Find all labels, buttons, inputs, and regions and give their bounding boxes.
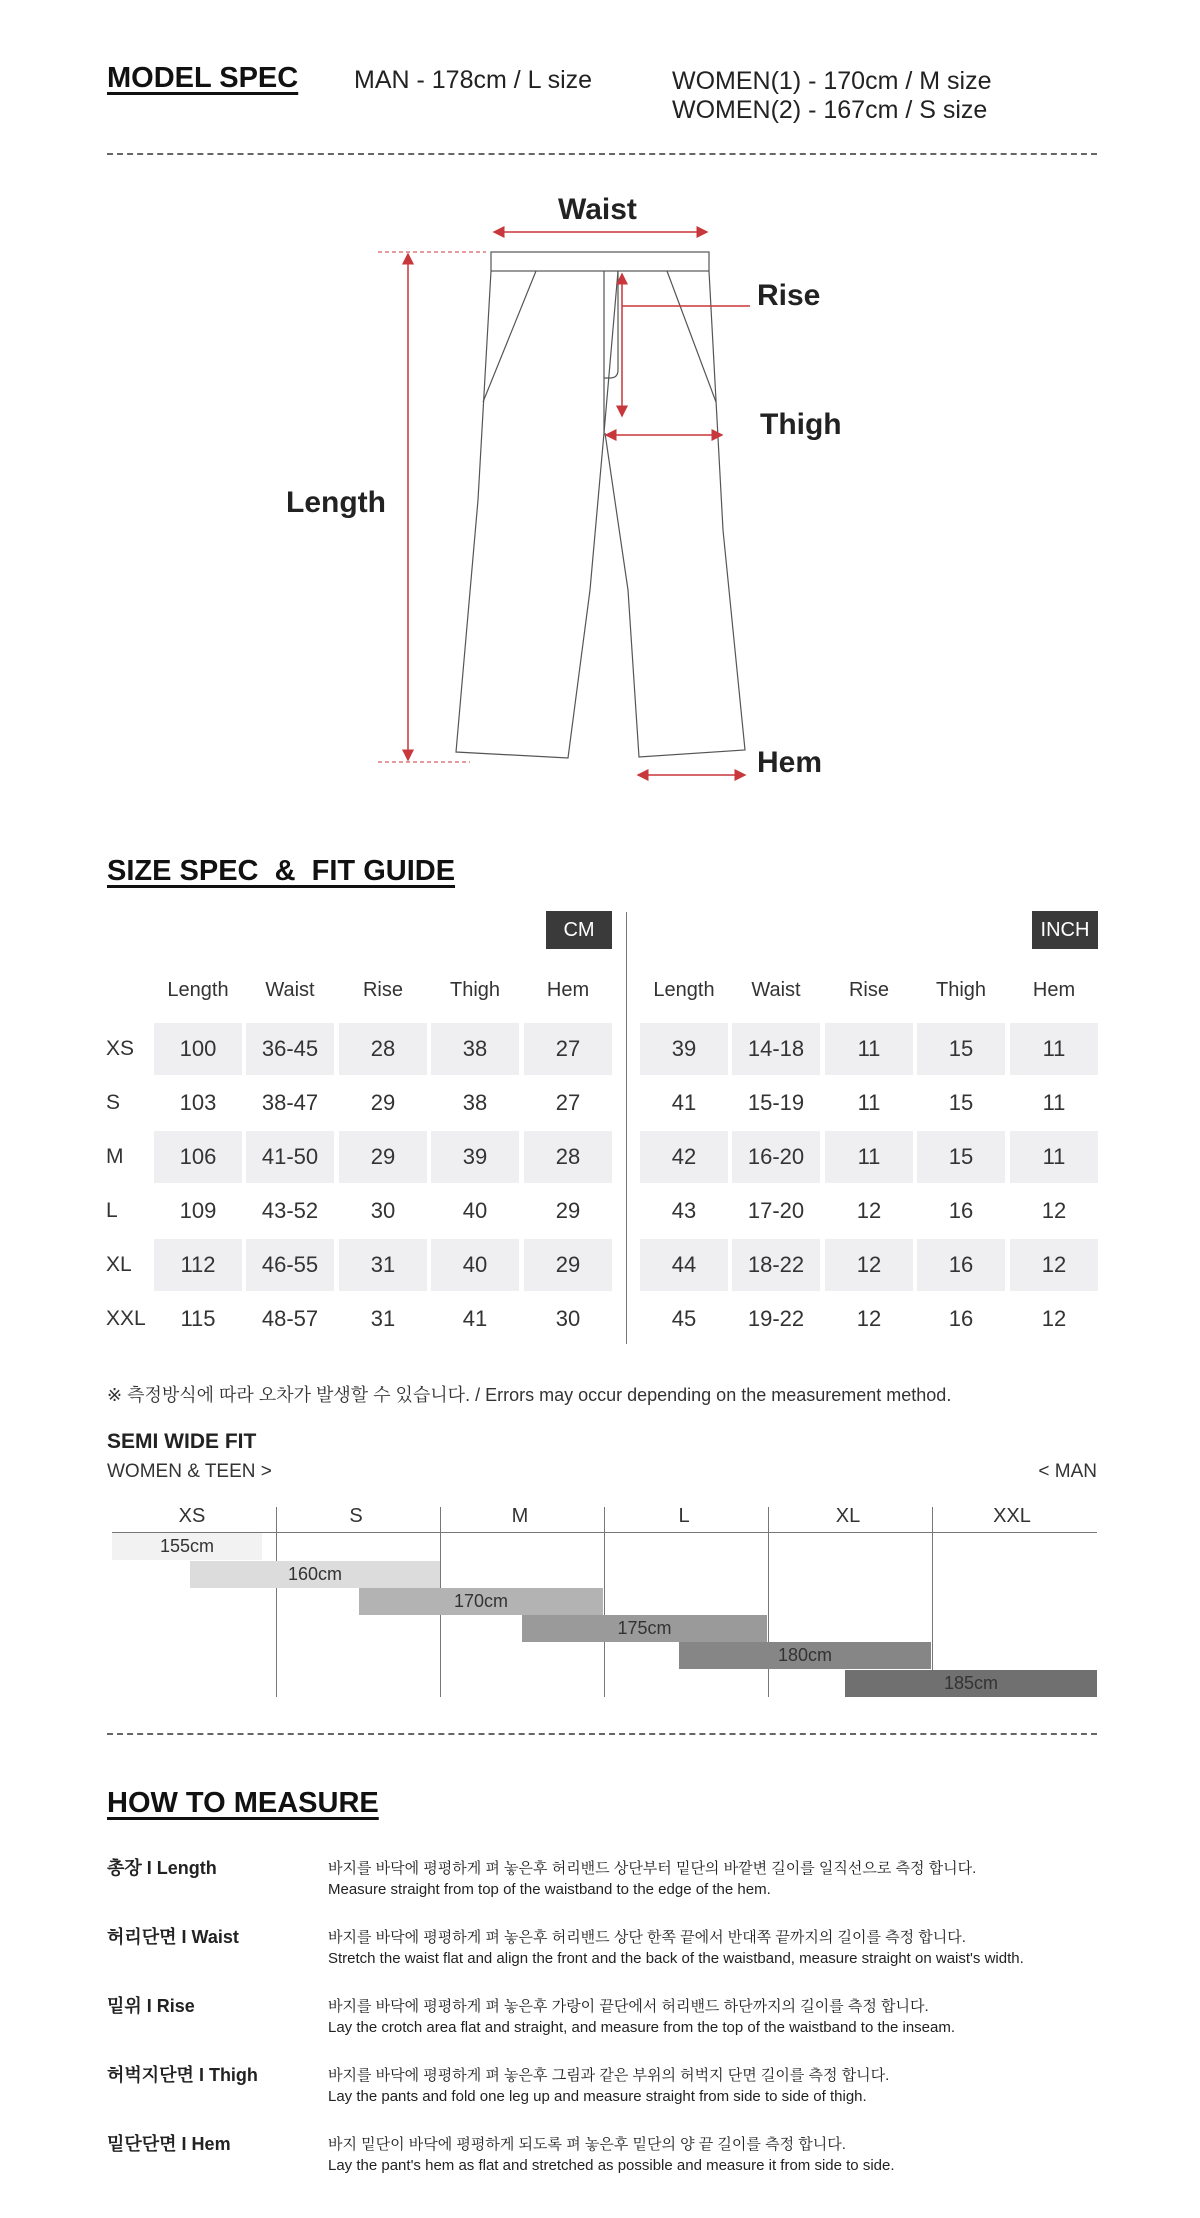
cm-cell: 46-55: [246, 1239, 334, 1291]
cm-col-thigh: Thigh: [449, 978, 501, 1001]
inch-cell: 14-18: [732, 1023, 820, 1075]
cm-cell: 38: [462, 1090, 488, 1115]
cm-cell: 41-50: [246, 1131, 334, 1183]
size-row-label: M: [106, 1145, 124, 1168]
cm-cell: 48-57: [261, 1306, 319, 1331]
inch-cell: 12: [1010, 1239, 1098, 1291]
inch-cell: 12: [1041, 1306, 1067, 1331]
cm-cell: 100: [154, 1023, 242, 1075]
cm-cell: 38: [431, 1023, 519, 1075]
cm-cell: 112: [154, 1239, 242, 1291]
cm-cell: 103: [179, 1090, 217, 1115]
inch-col-waist: Waist: [751, 978, 801, 1001]
measurement-note: ※ 측정방식에 따라 오차가 발생할 수 있습니다. / Errors may occur depending on the measurement method.: [107, 1385, 952, 1405]
cm-cell: 29: [370, 1090, 396, 1115]
inch-cell: 11: [825, 1023, 913, 1075]
diagram-label-rise: Rise: [757, 279, 821, 312]
model-spec-women2: WOMEN(2) - 167cm / S size: [672, 96, 988, 124]
pants-diagram: [0, 180, 1200, 800]
cm-cell: 109: [179, 1198, 217, 1223]
cm-cell: 106: [154, 1131, 242, 1183]
cm-cell: 28: [524, 1131, 612, 1183]
inch-cell: 15: [917, 1023, 1005, 1075]
fit-size-s: S: [349, 1505, 363, 1527]
cm-cell: 36-45: [246, 1023, 334, 1075]
size-row-label: S: [106, 1091, 121, 1114]
measure-en-thigh: Lay the pants and fold one leg up and measure straight from side to side of thigh.: [328, 2088, 867, 2105]
fit-guide-left-label: WOMEN & TEEN >: [107, 1461, 272, 1482]
diagram-label-hem: Hem: [757, 746, 823, 779]
cm-col-length: Length: [167, 978, 229, 1001]
inch-cell: 42: [640, 1131, 728, 1183]
inch-cell: 11: [1042, 1090, 1066, 1115]
inch-cell: 43: [671, 1198, 697, 1223]
measure-ko-rise: 바지를 바닥에 평평하게 펴 놓은후 가랑이 끝단에서 허리밴드 하단까지의 길이를 측정 합니다.: [328, 1998, 929, 2015]
cm-cell: 27: [555, 1090, 581, 1115]
fit-divider: [932, 1507, 933, 1697]
divider-1: [107, 153, 1097, 155]
cm-cell: 38-47: [261, 1090, 319, 1115]
size-spec-title: SIZE SPEC & FIT GUIDE: [107, 855, 456, 887]
inch-cell: 16: [948, 1306, 974, 1331]
cm-cell: 29: [339, 1131, 427, 1183]
fit-bar-155: 155cm: [112, 1533, 262, 1560]
inch-cell: 45: [671, 1306, 697, 1331]
size-row-label: XS: [106, 1037, 135, 1060]
cm-cell: 30: [370, 1198, 396, 1223]
size-row-label: XL: [106, 1253, 132, 1276]
pants-outline: [456, 252, 745, 758]
cm-col-waist: Waist: [265, 978, 315, 1001]
cm-col-rise: Rise: [362, 978, 403, 1001]
model-spec-title: MODEL SPEC: [107, 62, 299, 94]
fit-size-xxl: XXL: [993, 1505, 1031, 1527]
inch-cell: 16: [917, 1239, 1005, 1291]
model-spec-women1: WOMEN(1) - 170cm / M size: [672, 67, 992, 95]
measure-en-length: Measure straight from top of the waistband to the edge of the hem.: [328, 1881, 771, 1898]
cm-cell: 115: [180, 1306, 216, 1331]
fit-size-xs: XS: [178, 1505, 206, 1527]
cm-cell: 40: [462, 1198, 488, 1223]
measure-en-rise: Lay the crotch area flat and straight, and measure from the top of the waistband to the inseam.: [328, 2019, 956, 2036]
cm-cell: 29: [555, 1198, 581, 1223]
inch-cell: 12: [1041, 1198, 1067, 1223]
measure-key-rise: 밑위 I Rise: [107, 1996, 195, 2016]
diagram-label-length: Length: [286, 486, 386, 519]
fit-size-m: M: [511, 1505, 529, 1527]
inch-cell: 12: [856, 1306, 882, 1331]
inch-cell: 11: [825, 1131, 913, 1183]
inch-cell: 11: [1010, 1023, 1098, 1075]
model-spec-man: MAN - 178cm / L size: [354, 66, 593, 94]
cm-cell: 31: [339, 1239, 427, 1291]
measure-ko-waist: 바지를 바닥에 평평하게 펴 놓은후 허리밴드 상단 한쪽 끝에서 반대쪽 끝까지의 길이를 측정 합니다.: [328, 1929, 966, 1946]
fit-guide-right-label: < MAN: [1038, 1461, 1097, 1482]
cm-cell: 40: [431, 1239, 519, 1291]
measure-key-hem: 밑단단면 I Hem: [107, 2134, 231, 2154]
cm-cell: 31: [370, 1306, 396, 1331]
table-divider: [626, 912, 627, 1344]
inch-cell: 12: [825, 1239, 913, 1291]
inch-cell: 17-20: [747, 1198, 805, 1223]
size-row-label: L: [106, 1199, 118, 1222]
size-row-label: XXL: [106, 1307, 146, 1330]
unit-badge-cm: CM: [546, 911, 612, 949]
diagram-label-waist: Waist: [558, 193, 637, 226]
inch-cell: 15: [948, 1090, 974, 1115]
cm-cell: 43-52: [261, 1198, 319, 1223]
inch-cell: 15-19: [747, 1090, 805, 1115]
fit-size-xl: XL: [835, 1505, 861, 1527]
fit-bar-160: 160cm: [190, 1561, 440, 1588]
cm-cell: 28: [339, 1023, 427, 1075]
inch-cell: 11: [857, 1090, 881, 1115]
fit-bar-185: 185cm: [845, 1670, 1097, 1697]
how-to-measure-title: HOW TO MEASURE: [107, 1787, 379, 1819]
fit-bar-170: 170cm: [359, 1588, 603, 1615]
divider-2: [107, 1733, 1097, 1735]
inch-col-thigh: Thigh: [935, 978, 987, 1001]
cm-cell: 30: [555, 1306, 581, 1331]
inch-cell: 12: [856, 1198, 882, 1223]
fit-guide-title: SEMI WIDE FIT: [107, 1430, 257, 1453]
inch-cell: 16: [948, 1198, 974, 1223]
measure-key-length: 총장 I Length: [107, 1858, 217, 1878]
measure-en-waist: Stretch the waist flat and align the front and the back of the waistband, measure straight on waist's width.: [328, 1950, 1024, 1967]
fit-bar-175: 175cm: [522, 1615, 767, 1642]
inch-cell: 44: [640, 1239, 728, 1291]
inch-cell: 11: [1010, 1131, 1098, 1183]
inch-cell: 39: [640, 1023, 728, 1075]
inch-cell: 19-22: [747, 1306, 805, 1331]
unit-badge-inch: INCH: [1032, 911, 1098, 949]
diagram-label-thigh: Thigh: [760, 408, 842, 441]
inch-col-length: Length: [653, 978, 715, 1001]
cm-col-hem: Hem: [546, 978, 590, 1001]
fit-divider: [604, 1507, 605, 1697]
inch-cell: 15: [917, 1131, 1005, 1183]
measure-en-hem: Lay the pant's hem as flat and stretched as possible and measure it from side to side.: [328, 2157, 895, 2174]
measure-ko-thigh: 바지를 바닥에 평평하게 펴 놓은후 그림과 같은 부위의 허벅지 단면 길이를 측정 합니다.: [328, 2067, 890, 2084]
measure-key-thigh: 허벅지단면 I Thigh: [107, 2065, 258, 2085]
inch-cell: 16-20: [732, 1131, 820, 1183]
inch-cell: 41: [671, 1090, 697, 1115]
inch-cell: 18-22: [732, 1239, 820, 1291]
inch-col-rise: Rise: [848, 978, 889, 1001]
inch-col-hem: Hem: [1032, 978, 1076, 1001]
fit-divider: [276, 1507, 277, 1697]
cm-cell: 39: [431, 1131, 519, 1183]
measure-ko-hem: 바지 밑단이 바닥에 평평하게 되도록 펴 놓은후 밑단의 양 끝 길이를 측정 합니다.: [328, 2136, 846, 2153]
cm-cell: 29: [524, 1239, 612, 1291]
fit-size-l: L: [678, 1505, 690, 1527]
measure-key-waist: 허리단면 I Waist: [107, 1927, 239, 1947]
fit-bar-180: 180cm: [679, 1642, 931, 1669]
cm-cell: 27: [524, 1023, 612, 1075]
cm-cell: 41: [462, 1306, 488, 1331]
measure-ko-length: 바지를 바닥에 평평하게 펴 놓은후 허리밴드 상단부터 밑단의 바깥변 길이를 일직선으로 측정 합니다.: [328, 1860, 977, 1877]
